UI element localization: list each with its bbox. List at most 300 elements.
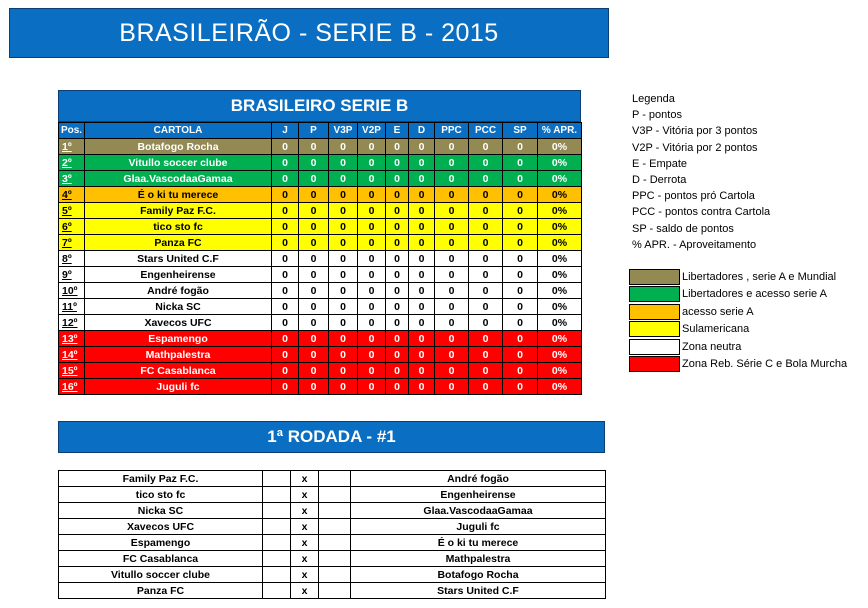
- stat-cell-v2p: 0: [358, 315, 386, 331]
- zone-label: Zona Reb. Série C e Bola Murcha: [682, 358, 848, 371]
- home-score-cell: [263, 503, 291, 519]
- stat-cell-p: 0: [299, 139, 329, 155]
- position-cell: 1º: [59, 139, 85, 155]
- stat-cell-v2p: 0: [358, 331, 386, 347]
- stat-cell-j: 0: [272, 315, 299, 331]
- stat-cell-sp: 0: [503, 219, 538, 235]
- col-header-apr: % APR.: [538, 123, 582, 139]
- stat-cell-p: 0: [299, 283, 329, 299]
- stat-cell-v2p: 0: [358, 203, 386, 219]
- versus-cell: x: [291, 487, 319, 503]
- zone-legend-item: [629, 286, 847, 304]
- stat-cell-v2p: 0: [358, 283, 386, 299]
- away-team-cell: Glaa.VascodaaGamaa: [351, 503, 606, 519]
- stat-cell-pcc: 0: [469, 347, 503, 363]
- stat-cell-e: 0: [386, 139, 409, 155]
- home-score-cell: [263, 519, 291, 535]
- stat-cell-j: 0: [272, 203, 299, 219]
- position-cell: 11º: [59, 299, 85, 315]
- position-cell: 16º: [59, 379, 85, 395]
- home-score-cell: [263, 487, 291, 503]
- position-cell: 5º: [59, 203, 85, 219]
- home-team-cell: Espamengo: [59, 535, 263, 551]
- stat-cell-pcc: 0: [469, 171, 503, 187]
- zone-color-swatch: [629, 304, 680, 320]
- home-score-cell: [263, 535, 291, 551]
- team-name-cell: Glaa.VascodaaGamaa: [85, 171, 272, 187]
- stat-cell-p: 0: [299, 171, 329, 187]
- match-row: [59, 567, 606, 583]
- stat-cell-p: 0: [299, 155, 329, 171]
- stat-cell-ppc: 0: [435, 139, 469, 155]
- round-title: 1ª RODADA - #1: [58, 421, 605, 453]
- zone-color-swatch: [629, 356, 680, 372]
- home-score-cell: [263, 551, 291, 567]
- away-score-cell: [319, 503, 351, 519]
- stat-cell-ppc: 0: [435, 315, 469, 331]
- stat-cell-v2p: 0: [358, 347, 386, 363]
- col-header-v2p: V2P: [358, 123, 386, 139]
- stat-cell-pcc: 0: [469, 379, 503, 395]
- home-score-cell: [263, 583, 291, 599]
- stat-cell-apr: 0%: [538, 139, 582, 155]
- stat-cell-sp: 0: [503, 315, 538, 331]
- away-score-cell: [319, 567, 351, 583]
- stat-cell-e: 0: [386, 363, 409, 379]
- away-score-cell: [319, 551, 351, 567]
- stat-cell-p: 0: [299, 347, 329, 363]
- stat-cell-v2p: 0: [358, 379, 386, 395]
- stat-cell-sp: 0: [503, 347, 538, 363]
- col-header-d: D: [409, 123, 435, 139]
- stat-cell-v3p: 0: [329, 235, 358, 251]
- zone-label: acesso serie A: [682, 305, 754, 318]
- team-name-cell: tico sto fc: [85, 219, 272, 235]
- zone-legend-item: [629, 321, 847, 339]
- match-row: [59, 535, 606, 551]
- legend-item: P - pontos: [632, 109, 682, 122]
- stat-cell-pcc: 0: [469, 187, 503, 203]
- col-header-e: E: [386, 123, 409, 139]
- away-score-cell: [319, 519, 351, 535]
- stat-cell-apr: 0%: [538, 315, 582, 331]
- stat-cell-pcc: 0: [469, 235, 503, 251]
- stat-cell-v3p: 0: [329, 203, 358, 219]
- stat-cell-d: 0: [409, 283, 435, 299]
- match-row: [59, 487, 606, 503]
- versus-cell: x: [291, 551, 319, 567]
- position-cell: 3º: [59, 171, 85, 187]
- stat-cell-v3p: 0: [329, 315, 358, 331]
- team-name-cell: FC Casablanca: [85, 363, 272, 379]
- stat-cell-ppc: 0: [435, 379, 469, 395]
- stat-cell-e: 0: [386, 203, 409, 219]
- col-header-pos: Pos.: [59, 123, 85, 139]
- stat-cell-p: 0: [299, 235, 329, 251]
- stat-cell-pcc: 0: [469, 267, 503, 283]
- stat-cell-sp: 0: [503, 187, 538, 203]
- home-team-cell: Panza FC: [59, 583, 263, 599]
- home-score-cell: [263, 471, 291, 487]
- stat-cell-sp: 0: [503, 363, 538, 379]
- stat-cell-e: 0: [386, 267, 409, 283]
- team-name-cell: Juguli fc: [85, 379, 272, 395]
- stat-cell-p: 0: [299, 315, 329, 331]
- position-cell: 10º: [59, 283, 85, 299]
- zone-label: Zona neutra: [682, 340, 742, 353]
- stat-cell-sp: 0: [503, 331, 538, 347]
- stat-cell-d: 0: [409, 331, 435, 347]
- position-cell: 7º: [59, 235, 85, 251]
- stat-cell-ppc: 0: [435, 347, 469, 363]
- standings-row: [59, 315, 582, 331]
- standings-row: [59, 203, 582, 219]
- stat-cell-e: 0: [386, 235, 409, 251]
- stat-cell-d: 0: [409, 251, 435, 267]
- standings-row: [59, 283, 582, 299]
- position-cell: 4º: [59, 187, 85, 203]
- stat-cell-e: 0: [386, 251, 409, 267]
- stat-cell-j: 0: [272, 155, 299, 171]
- legend-item: PCC - pontos contra Cartola: [632, 206, 771, 219]
- stat-cell-v3p: 0: [329, 251, 358, 267]
- stat-cell-v3p: 0: [329, 299, 358, 315]
- stat-cell-v3p: 0: [329, 363, 358, 379]
- stat-cell-d: 0: [409, 155, 435, 171]
- stat-cell-v3p: 0: [329, 267, 358, 283]
- match-row: [59, 551, 606, 567]
- position-cell: 6º: [59, 219, 85, 235]
- stat-cell-sp: 0: [503, 299, 538, 315]
- stat-cell-d: 0: [409, 219, 435, 235]
- stat-cell-d: 0: [409, 139, 435, 155]
- stat-cell-sp: 0: [503, 267, 538, 283]
- zone-color-swatch: [629, 339, 680, 355]
- stat-cell-v3p: 0: [329, 171, 358, 187]
- stat-cell-j: 0: [272, 235, 299, 251]
- legend-item: V3P - Vitória por 3 pontos: [632, 125, 758, 138]
- stat-cell-e: 0: [386, 331, 409, 347]
- stat-cell-d: 0: [409, 267, 435, 283]
- stat-cell-apr: 0%: [538, 299, 582, 315]
- match-row: [59, 471, 606, 487]
- stat-cell-v3p: 0: [329, 347, 358, 363]
- standings-row: [59, 379, 582, 395]
- standings-table: [58, 122, 582, 395]
- versus-cell: x: [291, 471, 319, 487]
- legend-item: D - Derrota: [632, 174, 687, 187]
- stat-cell-pcc: 0: [469, 219, 503, 235]
- stat-cell-pcc: 0: [469, 331, 503, 347]
- col-header-p: P: [299, 123, 329, 139]
- home-score-cell: [263, 567, 291, 583]
- stat-cell-e: 0: [386, 283, 409, 299]
- stat-cell-e: 0: [386, 299, 409, 315]
- position-cell: 13º: [59, 331, 85, 347]
- stat-cell-v2p: 0: [358, 139, 386, 155]
- stat-cell-e: 0: [386, 347, 409, 363]
- versus-cell: x: [291, 519, 319, 535]
- stat-cell-pcc: 0: [469, 203, 503, 219]
- away-score-cell: [319, 487, 351, 503]
- standings-row: [59, 363, 582, 379]
- stat-cell-j: 0: [272, 219, 299, 235]
- stat-cell-v2p: 0: [358, 251, 386, 267]
- match-row: [59, 503, 606, 519]
- stat-cell-p: 0: [299, 203, 329, 219]
- stat-cell-sp: 0: [503, 203, 538, 219]
- away-team-cell: Botafogo Rocha: [351, 567, 606, 583]
- stat-cell-apr: 0%: [538, 155, 582, 171]
- stat-cell-apr: 0%: [538, 331, 582, 347]
- stat-cell-pcc: 0: [469, 315, 503, 331]
- away-team-cell: É o ki tu merece: [351, 535, 606, 551]
- stat-cell-j: 0: [272, 171, 299, 187]
- stat-cell-p: 0: [299, 219, 329, 235]
- stat-cell-apr: 0%: [538, 347, 582, 363]
- legend: [632, 91, 770, 253]
- stat-cell-pcc: 0: [469, 299, 503, 315]
- stat-cell-v3p: 0: [329, 379, 358, 395]
- stat-cell-d: 0: [409, 171, 435, 187]
- standings-row: [59, 235, 582, 251]
- col-header-sp: SP: [503, 123, 538, 139]
- zone-label: Libertadores , serie A e Mundial: [682, 270, 837, 283]
- team-name-cell: André fogão: [85, 283, 272, 299]
- team-name-cell: É o ki tu merece: [85, 187, 272, 203]
- position-cell: 15º: [59, 363, 85, 379]
- zone-legend: [629, 268, 847, 373]
- stat-cell-d: 0: [409, 299, 435, 315]
- stat-cell-e: 0: [386, 171, 409, 187]
- stat-cell-sp: 0: [503, 171, 538, 187]
- away-score-cell: [319, 583, 351, 599]
- zone-legend-item: [629, 338, 847, 356]
- stat-cell-sp: 0: [503, 139, 538, 155]
- standings-row: [59, 267, 582, 283]
- zone-legend-item: [629, 268, 847, 286]
- stat-cell-p: 0: [299, 331, 329, 347]
- team-name-cell: Stars United C.F: [85, 251, 272, 267]
- standings-row: [59, 139, 582, 155]
- stat-cell-ppc: 0: [435, 299, 469, 315]
- page-title: BRASILEIRÃO - SERIE B - 2015: [9, 8, 609, 58]
- stat-cell-apr: 0%: [538, 267, 582, 283]
- zone-color-swatch: [629, 286, 680, 302]
- stat-cell-v2p: 0: [358, 155, 386, 171]
- stat-cell-v2p: 0: [358, 299, 386, 315]
- stat-cell-d: 0: [409, 315, 435, 331]
- team-name-cell: Engenheirense: [85, 267, 272, 283]
- away-team-cell: André fogão: [351, 471, 606, 487]
- legend-item: PPC - pontos pró Cartola: [632, 190, 755, 203]
- standings-row: [59, 155, 582, 171]
- stat-cell-j: 0: [272, 187, 299, 203]
- stat-cell-apr: 0%: [538, 219, 582, 235]
- away-team-cell: Mathpalestra: [351, 551, 606, 567]
- legend-item: E - Empate: [632, 157, 688, 170]
- versus-cell: x: [291, 567, 319, 583]
- col-header-v3p: V3P: [329, 123, 358, 139]
- home-team-cell: Family Paz F.C.: [59, 471, 263, 487]
- standings-row: [59, 187, 582, 203]
- stat-cell-p: 0: [299, 251, 329, 267]
- stat-cell-ppc: 0: [435, 331, 469, 347]
- stat-cell-d: 0: [409, 363, 435, 379]
- versus-cell: x: [291, 583, 319, 599]
- team-name-cell: Botafogo Rocha: [85, 139, 272, 155]
- standings-row: [59, 299, 582, 315]
- stat-cell-apr: 0%: [538, 171, 582, 187]
- stat-cell-apr: 0%: [538, 379, 582, 395]
- col-header-ppc: PPC: [435, 123, 469, 139]
- stat-cell-p: 0: [299, 267, 329, 283]
- stat-cell-j: 0: [272, 331, 299, 347]
- stat-cell-j: 0: [272, 347, 299, 363]
- stat-cell-v3p: 0: [329, 219, 358, 235]
- col-header-pcc: PCC: [469, 123, 503, 139]
- legend-title: Legenda: [632, 93, 675, 105]
- stat-cell-v2p: 0: [358, 363, 386, 379]
- position-cell: 2º: [59, 155, 85, 171]
- zone-legend-item: [629, 303, 847, 321]
- standings-title: BRASILEIRO SERIE B: [58, 90, 581, 122]
- standings-row: [59, 331, 582, 347]
- stat-cell-d: 0: [409, 203, 435, 219]
- stat-cell-sp: 0: [503, 283, 538, 299]
- zone-color-swatch: [629, 269, 680, 285]
- stat-cell-p: 0: [299, 299, 329, 315]
- team-name-cell: Vitullo soccer clube: [85, 155, 272, 171]
- away-team-cell: Stars United C.F: [351, 583, 606, 599]
- stat-cell-ppc: 0: [435, 155, 469, 171]
- stat-cell-j: 0: [272, 267, 299, 283]
- stat-cell-pcc: 0: [469, 155, 503, 171]
- zone-label: Libertadores e acesso serie A: [682, 288, 827, 301]
- stat-cell-e: 0: [386, 379, 409, 395]
- stat-cell-ppc: 0: [435, 187, 469, 203]
- home-team-cell: FC Casablanca: [59, 551, 263, 567]
- stat-cell-v3p: 0: [329, 331, 358, 347]
- stat-cell-v2p: 0: [358, 171, 386, 187]
- stat-cell-pcc: 0: [469, 139, 503, 155]
- stat-cell-v3p: 0: [329, 187, 358, 203]
- zone-label: Sulamericana: [682, 323, 750, 336]
- stat-cell-ppc: 0: [435, 267, 469, 283]
- stat-cell-pcc: 0: [469, 283, 503, 299]
- standings-row: [59, 219, 582, 235]
- stat-cell-ppc: 0: [435, 363, 469, 379]
- standings-row: [59, 171, 582, 187]
- versus-cell: x: [291, 535, 319, 551]
- stat-cell-j: 0: [272, 139, 299, 155]
- team-name-cell: Nicka SC: [85, 299, 272, 315]
- zone-legend-item: [629, 356, 847, 374]
- stat-cell-ppc: 0: [435, 219, 469, 235]
- stat-cell-v3p: 0: [329, 283, 358, 299]
- match-row: [59, 519, 606, 535]
- stat-cell-v2p: 0: [358, 187, 386, 203]
- stat-cell-apr: 0%: [538, 235, 582, 251]
- stat-cell-j: 0: [272, 283, 299, 299]
- team-name-cell: Xavecos UFC: [85, 315, 272, 331]
- stat-cell-j: 0: [272, 379, 299, 395]
- stat-cell-e: 0: [386, 315, 409, 331]
- team-name-cell: Mathpalestra: [85, 347, 272, 363]
- stat-cell-p: 0: [299, 187, 329, 203]
- stat-cell-apr: 0%: [538, 283, 582, 299]
- position-cell: 9º: [59, 267, 85, 283]
- legend-item: V2P - Vitória por 2 pontos: [632, 141, 758, 154]
- away-score-cell: [319, 471, 351, 487]
- stat-cell-v3p: 0: [329, 139, 358, 155]
- position-cell: 8º: [59, 251, 85, 267]
- stat-cell-e: 0: [386, 155, 409, 171]
- stat-cell-j: 0: [272, 251, 299, 267]
- stat-cell-sp: 0: [503, 379, 538, 395]
- stat-cell-ppc: 0: [435, 235, 469, 251]
- stat-cell-sp: 0: [503, 155, 538, 171]
- stat-cell-v2p: 0: [358, 235, 386, 251]
- team-name-cell: Family Paz F.C.: [85, 203, 272, 219]
- stat-cell-apr: 0%: [538, 363, 582, 379]
- away-score-cell: [319, 535, 351, 551]
- stat-cell-apr: 0%: [538, 251, 582, 267]
- stat-cell-apr: 0%: [538, 187, 582, 203]
- stat-cell-p: 0: [299, 379, 329, 395]
- stat-cell-e: 0: [386, 187, 409, 203]
- standings-row: [59, 251, 582, 267]
- home-team-cell: Xavecos UFC: [59, 519, 263, 535]
- stat-cell-pcc: 0: [469, 363, 503, 379]
- team-name-cell: Panza FC: [85, 235, 272, 251]
- away-team-cell: Juguli fc: [351, 519, 606, 535]
- stat-cell-d: 0: [409, 347, 435, 363]
- stat-cell-sp: 0: [503, 251, 538, 267]
- standings-header-row: [59, 123, 582, 139]
- team-name-cell: Espamengo: [85, 331, 272, 347]
- home-team-cell: Vitullo soccer clube: [59, 567, 263, 583]
- legend-item: % APR. - Aproveitamento: [632, 238, 757, 251]
- home-team-cell: tico sto fc: [59, 487, 263, 503]
- stat-cell-v2p: 0: [358, 219, 386, 235]
- stat-cell-v2p: 0: [358, 267, 386, 283]
- stat-cell-ppc: 0: [435, 203, 469, 219]
- zone-color-swatch: [629, 321, 680, 337]
- col-header-j: J: [272, 123, 299, 139]
- standings-row: [59, 347, 582, 363]
- versus-cell: x: [291, 503, 319, 519]
- stat-cell-v3p: 0: [329, 155, 358, 171]
- stat-cell-ppc: 0: [435, 283, 469, 299]
- matches-table: [58, 470, 606, 599]
- col-header-cartola: CARTOLA: [85, 123, 272, 139]
- stat-cell-apr: 0%: [538, 203, 582, 219]
- stat-cell-sp: 0: [503, 235, 538, 251]
- legend-item: SP - saldo de pontos: [632, 222, 734, 235]
- stat-cell-ppc: 0: [435, 171, 469, 187]
- stat-cell-pcc: 0: [469, 251, 503, 267]
- stat-cell-j: 0: [272, 363, 299, 379]
- position-cell: 14º: [59, 347, 85, 363]
- match-row: [59, 583, 606, 599]
- stat-cell-d: 0: [409, 379, 435, 395]
- home-team-cell: Nicka SC: [59, 503, 263, 519]
- stat-cell-ppc: 0: [435, 251, 469, 267]
- stat-cell-d: 0: [409, 235, 435, 251]
- stat-cell-j: 0: [272, 299, 299, 315]
- stat-cell-e: 0: [386, 219, 409, 235]
